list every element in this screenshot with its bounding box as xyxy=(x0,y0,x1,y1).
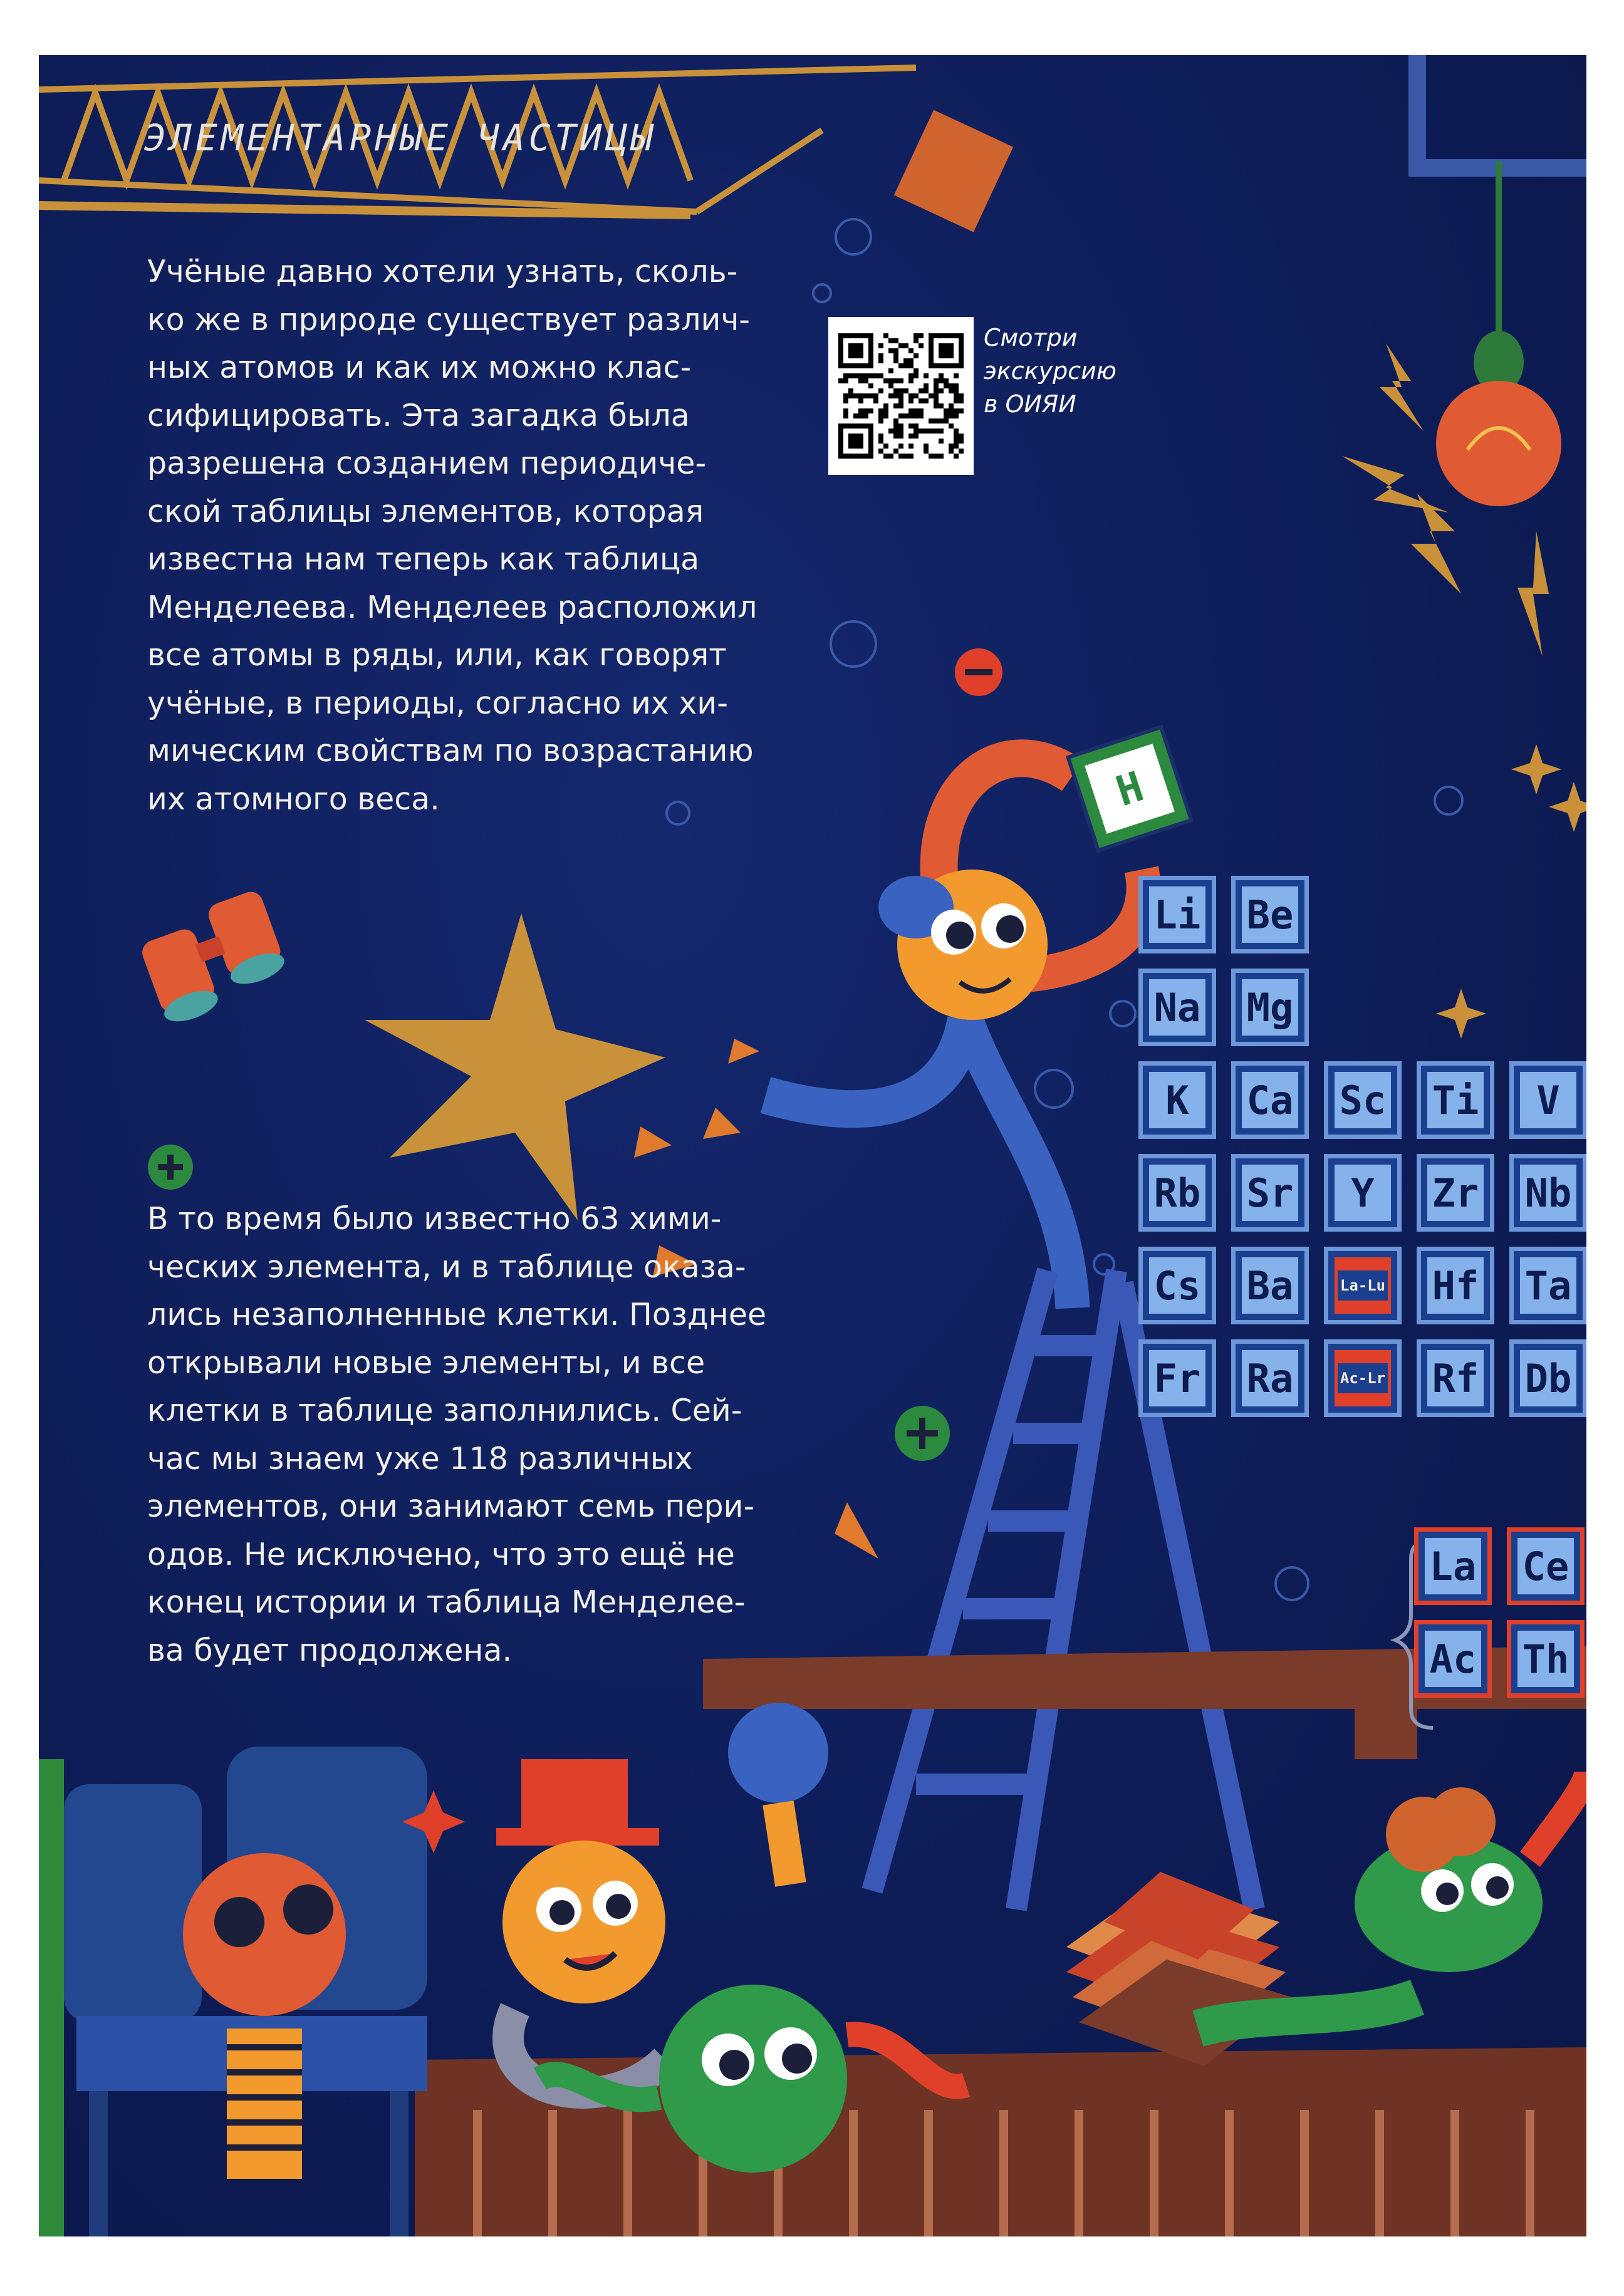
paragraph-line: сифицировать. Эта загадка была xyxy=(147,397,690,434)
element-cell xyxy=(1231,1154,1309,1232)
paragraph-line: лись незаполненные клетки. Позднее xyxy=(147,1297,767,1332)
hydrogen-symbol: H xyxy=(1085,744,1175,834)
element-symbol: Rb xyxy=(1149,1165,1205,1221)
element-cell xyxy=(1417,1339,1494,1417)
element-cell xyxy=(1231,969,1309,1046)
element-cell xyxy=(1231,1061,1309,1139)
element-symbol: Li xyxy=(1149,886,1205,943)
star-icon xyxy=(365,913,665,1220)
truss-plate xyxy=(894,110,1013,232)
element-symbol: Sr xyxy=(1242,1165,1298,1221)
element-symbol: Rf xyxy=(1427,1350,1484,1406)
paragraph-line: В то время было известно 63 хими- xyxy=(147,1201,722,1237)
element-symbol: Ra xyxy=(1242,1350,1298,1406)
intro-paragraph xyxy=(147,248,824,823)
element-cell xyxy=(1138,1061,1216,1139)
element-cell xyxy=(1509,1154,1586,1232)
element-cell xyxy=(1417,1061,1494,1139)
section-title: ЭЛЕМЕНТАРНЫЕ ЧАСТИЦЫ xyxy=(144,117,657,159)
element-cell xyxy=(1417,1247,1494,1324)
qr-caption xyxy=(984,321,1116,421)
element-symbol: Ce xyxy=(1517,1538,1574,1594)
minus-icon xyxy=(955,648,1002,696)
binoculars-icon xyxy=(135,888,293,1027)
element-cell xyxy=(1414,1527,1492,1605)
element-cell xyxy=(1324,1154,1402,1232)
element-cell xyxy=(1507,1620,1585,1698)
element-symbol: Ta xyxy=(1520,1257,1576,1314)
element-symbol: La-Lu xyxy=(1335,1257,1391,1314)
element-cell xyxy=(1138,876,1216,953)
character-blue xyxy=(728,1703,828,1884)
qr-caption-line: в ОИЯИ xyxy=(984,390,1076,418)
paragraph-line: ва будет продолжена. xyxy=(147,1632,513,1668)
paragraph-line: одов. Не исключено, что это ещё не xyxy=(147,1536,735,1572)
element-cell xyxy=(1414,1620,1492,1698)
beam-decoration xyxy=(1417,55,1586,168)
paragraph-line: Учёные давно хотели узнать, сколь- xyxy=(147,254,738,289)
paragraph-line: Менделеева. Менделеев расположил xyxy=(147,589,757,625)
paragraph-line: известна нам теперь как таблица xyxy=(147,541,700,577)
element-symbol: Hf xyxy=(1427,1257,1484,1314)
element-cell xyxy=(1509,1339,1586,1417)
element-symbol: Zr xyxy=(1427,1165,1484,1221)
element-cell xyxy=(1324,1061,1402,1139)
element-cell xyxy=(1509,1247,1586,1324)
element-cell xyxy=(1507,1527,1585,1605)
paragraph-line: их атомного веса. xyxy=(147,781,440,817)
paragraph-line: ко же в природе существует различ- xyxy=(147,301,750,338)
element-cell xyxy=(1138,1247,1216,1324)
paragraph-line: ческих элемента, и в таблице оказа- xyxy=(147,1249,746,1285)
element-symbol: Ca xyxy=(1242,1072,1298,1128)
character-orange-hat xyxy=(496,1759,665,2093)
element-symbol: Mg xyxy=(1242,979,1298,1036)
element-cell xyxy=(1417,1154,1494,1232)
element-cell xyxy=(1231,876,1309,953)
qr-caption-line: экскурсию xyxy=(984,357,1116,385)
element-symbol: Ac-Lr xyxy=(1335,1350,1391,1406)
element-cell xyxy=(1138,969,1216,1046)
element-cell xyxy=(1138,1154,1216,1232)
history-paragraph xyxy=(147,1195,824,1675)
element-cell xyxy=(1509,1061,1586,1139)
element-symbol: Nb xyxy=(1520,1165,1576,1221)
page-illustration xyxy=(39,55,1586,2236)
element-symbol: Ti xyxy=(1427,1072,1484,1128)
element-symbol: Ac xyxy=(1425,1631,1481,1687)
lightbulb-icon xyxy=(1342,162,1561,657)
element-symbol: K xyxy=(1149,1072,1205,1128)
element-symbol: Ba xyxy=(1242,1257,1298,1314)
paragraph-line: учёные, в периоды, согласно их хи- xyxy=(147,685,728,721)
paragraph-line: разрешена созданием периодиче- xyxy=(147,445,707,481)
element-cell xyxy=(1324,1247,1402,1324)
element-symbol: Th xyxy=(1517,1631,1574,1687)
paragraph-line: открывали новые элементы, и все xyxy=(147,1344,705,1381)
paragraph-line: ных атомов и как их можно клас- xyxy=(147,350,692,385)
element-symbol: Fr xyxy=(1149,1350,1205,1406)
element-symbol: Na xyxy=(1149,979,1205,1036)
element-symbol: Be xyxy=(1242,886,1298,943)
element-symbol: Y xyxy=(1335,1165,1391,1221)
qr-caption-line: Смотри xyxy=(984,324,1078,351)
paragraph-line: ской таблицы элементов, которая xyxy=(147,493,704,529)
paragraph-line: все атомы в ряды, или, как говорят xyxy=(147,637,727,673)
element-cell xyxy=(1231,1247,1309,1324)
paragraph-line: элементов, они занимают семь пери- xyxy=(147,1488,755,1524)
element-symbol: Sc xyxy=(1335,1072,1391,1128)
paragraph-line: мическим свойствам по возрастанию xyxy=(147,733,754,769)
element-symbol: La xyxy=(1425,1538,1481,1594)
paragraph-line: клетки в таблице заполнились. Сей- xyxy=(147,1393,742,1428)
element-symbol: Db xyxy=(1520,1350,1576,1406)
qr-code-icon[interactable] xyxy=(828,317,974,475)
paragraph-line: час мы знаем уже 118 различных xyxy=(147,1440,693,1477)
element-cell xyxy=(1231,1339,1309,1417)
element-symbol: V xyxy=(1520,1072,1576,1128)
paragraph-line: конец истории и таблица Менделее- xyxy=(147,1584,746,1620)
sparkles-decoration xyxy=(1436,744,1586,1039)
qr-code-pattern xyxy=(828,317,974,475)
element-cell xyxy=(1324,1339,1402,1417)
plus-icon xyxy=(895,1406,950,1461)
plus-icon xyxy=(148,1145,193,1190)
element-symbol: Cs xyxy=(1149,1257,1205,1314)
element-cell xyxy=(1138,1339,1216,1417)
